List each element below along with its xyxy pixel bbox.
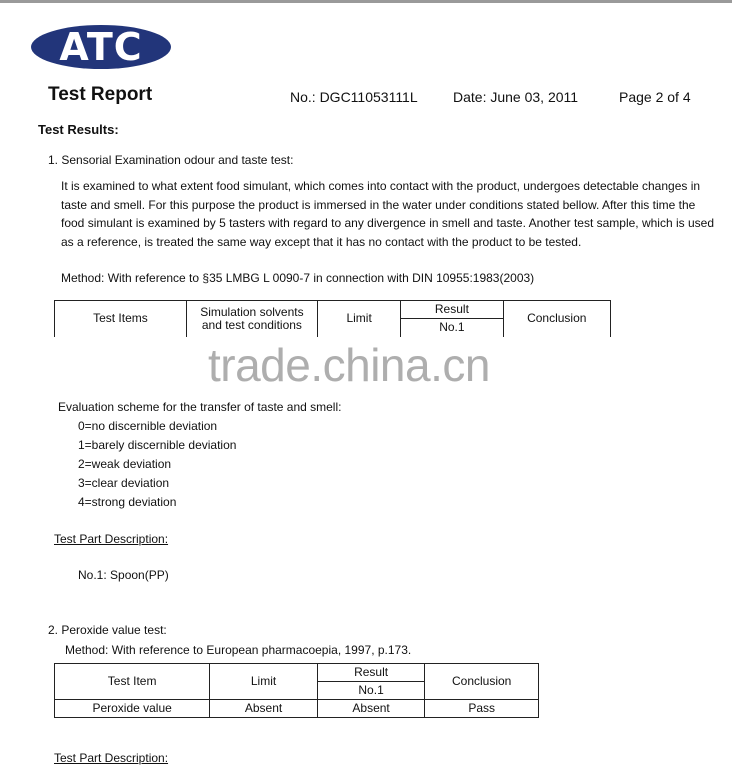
eval-item: 2=weak deviation [78, 457, 172, 471]
eval-item: 1=barely discernible deviation [78, 438, 237, 452]
watermark: trade.china.cn [208, 339, 490, 391]
col-result-sub: No.1 [317, 682, 425, 700]
logo-text: ATC [59, 25, 143, 69]
cell-result: Absent [317, 700, 425, 718]
cell-limit: Absent [210, 700, 318, 718]
section2-heading: 2. Peroxide value test: [48, 623, 167, 637]
section1-method: Method: With reference to §35 LMBG L 0090-7 in connection with DIN 10955:1983(2003) [61, 271, 535, 285]
part-description-title: Test Part Description: [54, 532, 169, 546]
cell-conclusion: Pass [425, 700, 539, 718]
report-date: Date: June 03, 2011 [453, 89, 579, 105]
col-conclusion: Conclusion [503, 301, 610, 337]
col-test-items: Test Items [55, 301, 187, 337]
col-simulation-line1: Simulation solvents [200, 304, 304, 319]
col-limit: Limit [317, 301, 400, 337]
atc-logo [31, 25, 171, 69]
eval-item: 0=no discernible deviation [78, 419, 218, 433]
section2-part-description-title: Test Part Description: [54, 751, 169, 765]
col-simulation-line2: and test conditions [201, 317, 302, 332]
section2-method: Method: With reference to European pharmacoepia, 1997, p.173. [65, 643, 412, 657]
results-title: Test Results: [38, 122, 119, 137]
page-indicator: Page 2 of 4 [619, 89, 691, 105]
part-description-item: No.1: Spoon(PP) [78, 568, 169, 582]
report-title: Test Report [48, 84, 153, 105]
report-number: No.: DGC11053111L [290, 89, 418, 105]
section1-paragraph: It is examined to what extent food simulant, which comes into contact with the product, undergoes detectable changes in taste and smell. For this purpose the product is immersed in the water under conditions stated bellow. After this time the food simulant is examined by 5 tasters with regard to any divergence in smell and taste. Another test sample, which is used as a reference, is treated the same way except that it has no contact with the product to be tested. [61, 179, 715, 250]
col-conclusion: Conclusion [425, 664, 539, 700]
peroxide-table [54, 663, 539, 718]
eval-title: Evaluation scheme for the transfer of taste and smell: [58, 400, 342, 414]
col-result: Result [317, 664, 425, 682]
eval-item: 4=strong deviation [78, 495, 177, 509]
eval-item: 3=clear deviation [78, 476, 170, 490]
cell-item: Peroxide value [55, 700, 210, 718]
sensorial-table [54, 300, 611, 337]
col-test-item: Test Item [55, 664, 210, 700]
top-border [0, 0, 732, 3]
col-simulation [186, 301, 317, 337]
section1-heading: 1. Sensorial Examination odour and taste test: [48, 153, 294, 167]
table-row [55, 700, 539, 718]
col-result-sub: No.1 [401, 319, 503, 337]
col-result: Result [401, 301, 503, 319]
col-limit: Limit [210, 664, 318, 700]
